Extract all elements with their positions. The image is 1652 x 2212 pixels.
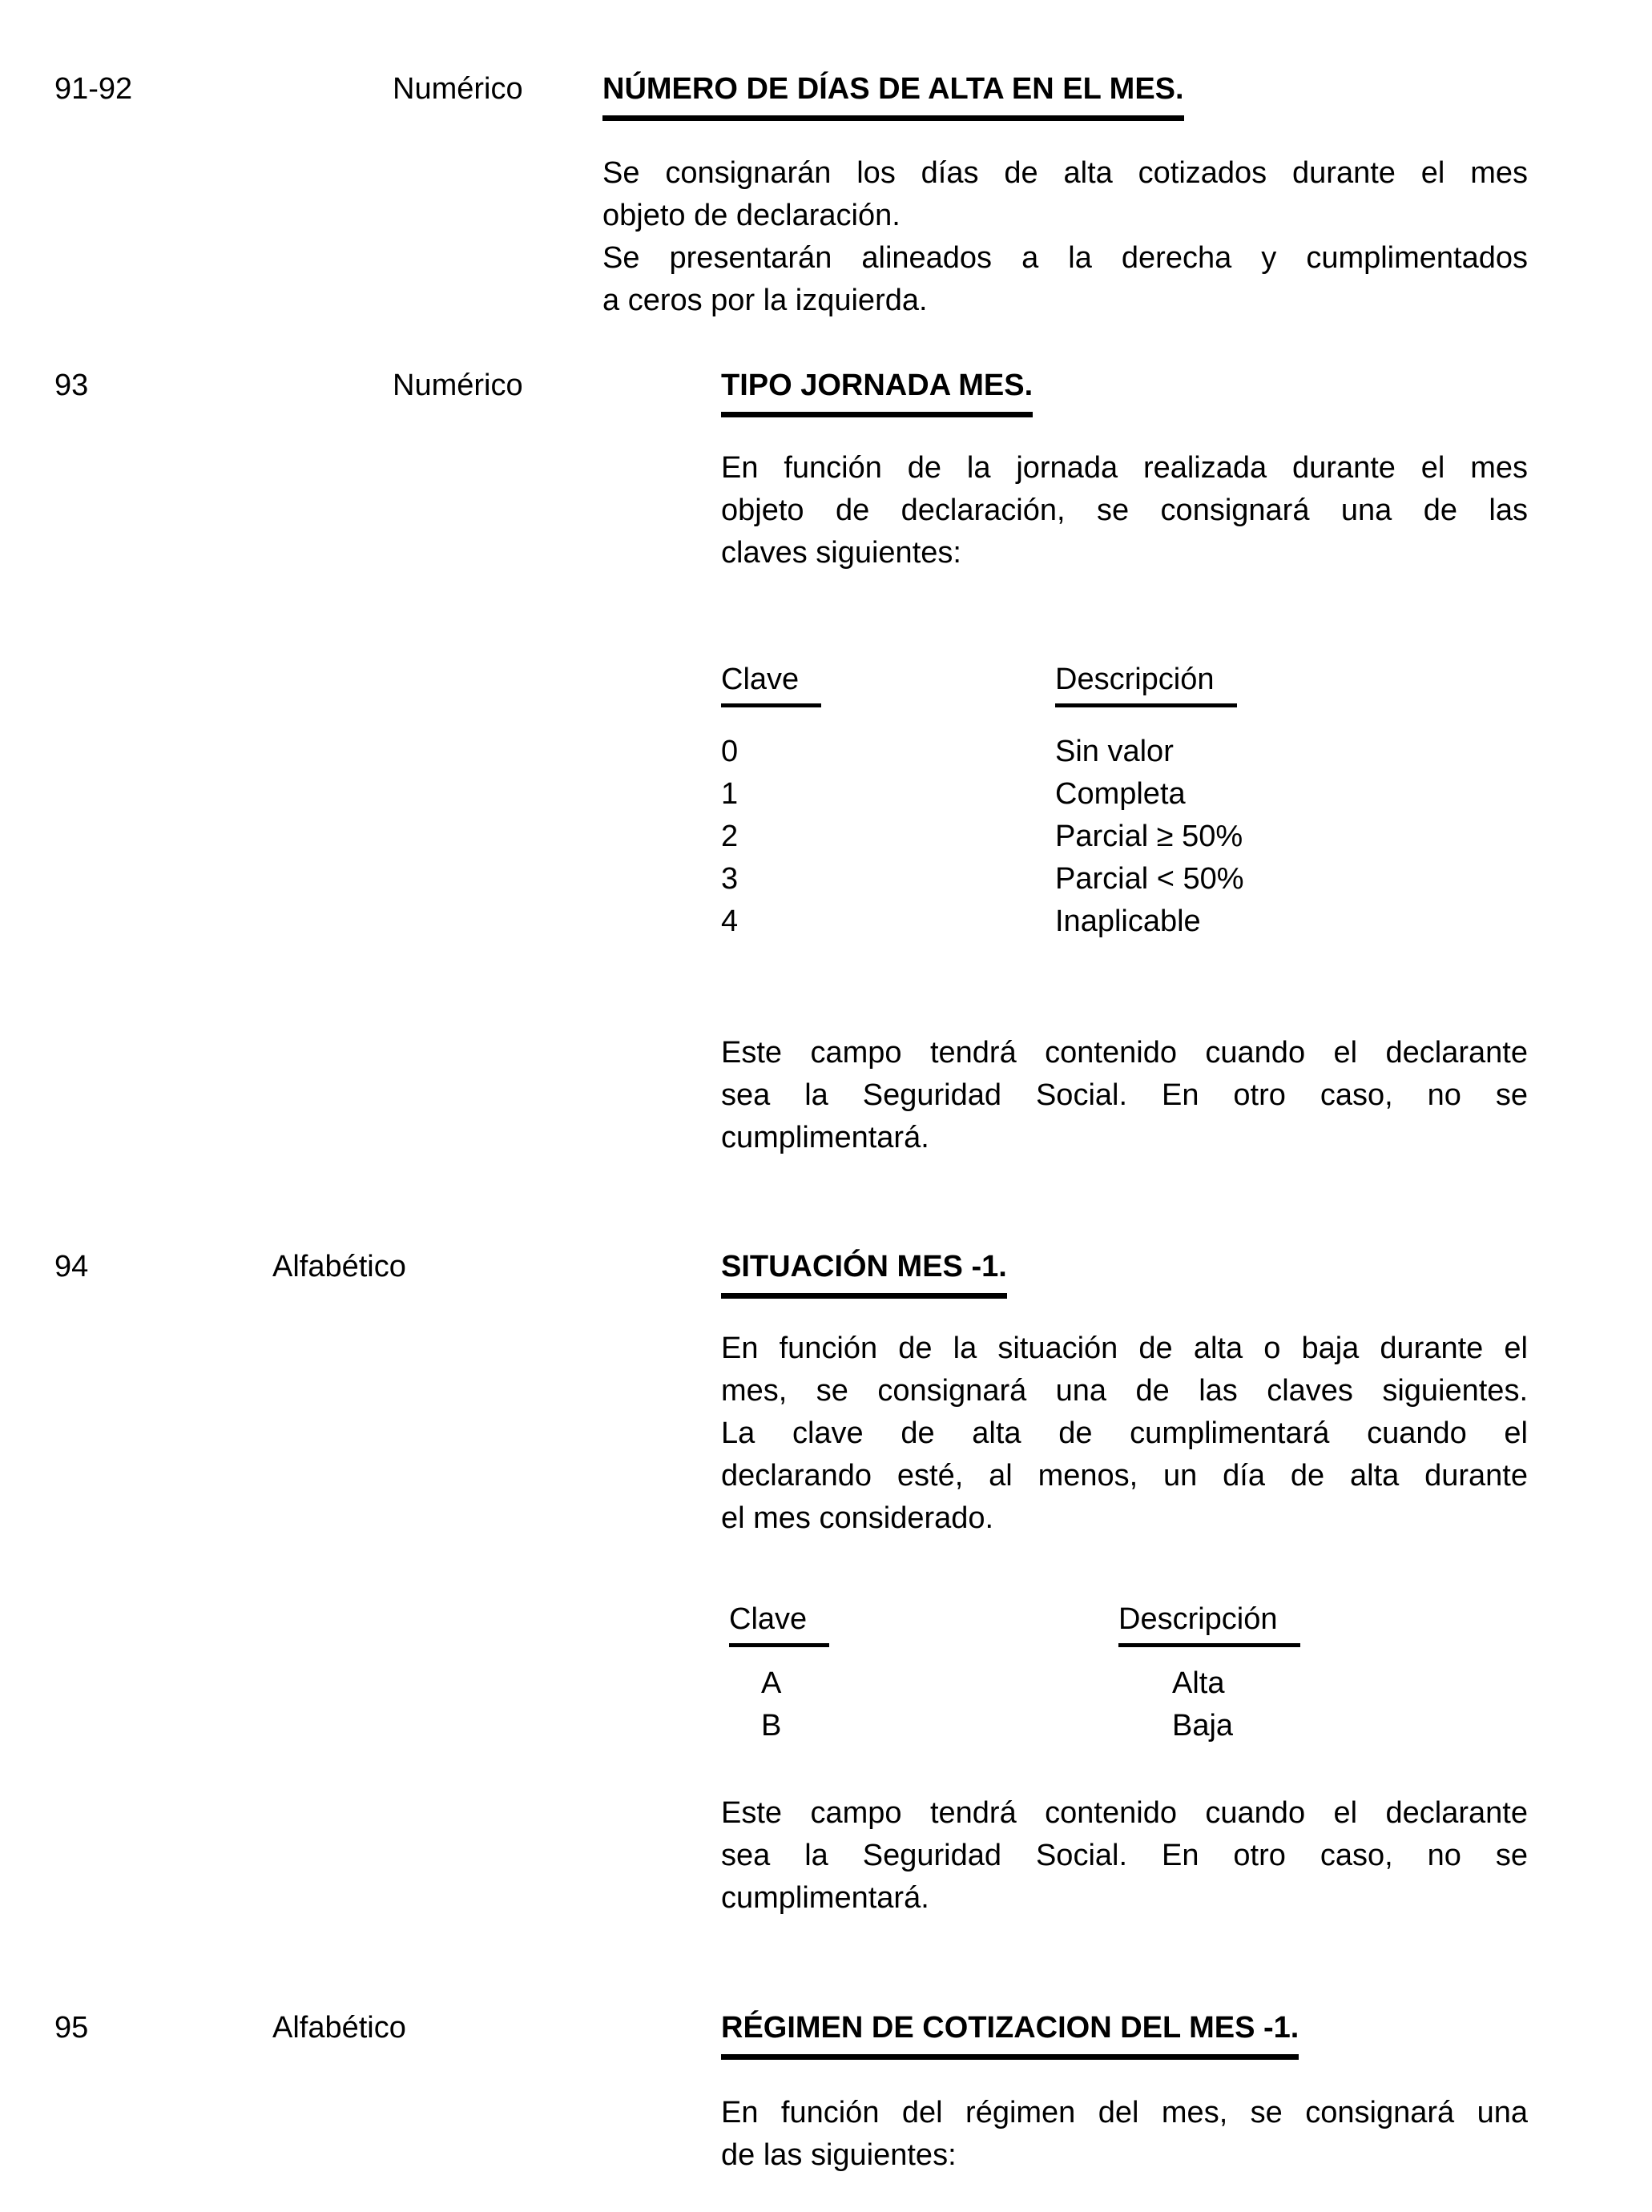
section-93: [0, 365, 1652, 1159]
field-format: Numérico: [393, 72, 523, 106]
key-cell: 3: [721, 862, 739, 896]
paragraph-line: mes, se consignará una de las claves siguientes.: [721, 1374, 1528, 1408]
field-title-row: [602, 68, 1528, 121]
key-column-header: Clave: [729, 1598, 829, 1647]
key-cell: 4: [721, 905, 739, 938]
field-title: NÚMERO DE DÍAS DE ALTA EN EL MES.: [602, 68, 1184, 121]
field-position: 91-92: [54, 72, 133, 106]
field-title: SITUACIÓN MES -1.: [721, 1246, 1007, 1299]
field-content: [721, 1246, 1528, 1920]
field-title-row: [721, 365, 1528, 417]
paragraph-line: el mes considerado.: [721, 1501, 994, 1535]
field-content: [602, 68, 1528, 322]
intro-paragraph: [602, 152, 1528, 322]
paragraph-line: de las siguientes:: [721, 2138, 957, 2172]
paragraph-line: Este campo tendrá contenido cuando el declarante: [721, 1036, 1528, 1070]
desc-cell: Baja: [1172, 1709, 1234, 1743]
desc-cell: Parcial < 50%: [1055, 862, 1244, 896]
paragraph-line: sea la Seguridad Social. En otro caso, no se: [721, 1078, 1528, 1112]
field-position: 95: [54, 2011, 89, 2045]
desc-cell: Inaplicable: [1055, 905, 1201, 938]
desc-cell: Alta: [1172, 1666, 1225, 1700]
key-table-header: [721, 1598, 1528, 1647]
key-cell: A: [761, 1666, 782, 1700]
field-content: [721, 2007, 1528, 2177]
paragraph-line: En función de la situación de alta o baja durante el: [721, 1332, 1528, 1365]
note-paragraph: [721, 1792, 1528, 1920]
desc-column-header: Descripción: [1118, 1598, 1300, 1647]
key-table-header: [721, 659, 1528, 707]
paragraph-line: Se presentarán alineados a la derecha y cumplimentados: [602, 241, 1528, 275]
intro-paragraph: [721, 2092, 1528, 2177]
intro-paragraph: [721, 447, 1528, 574]
paragraph-line: Este campo tendrá contenido cuando el declarante: [721, 1796, 1528, 1830]
paragraph-line: Se consignarán los días de alta cotizados durante el mes: [602, 156, 1528, 190]
paragraph-line: En función de la jornada realizada durante el mes: [721, 451, 1528, 485]
paragraph-line: sea la Seguridad Social. En otro caso, no se: [721, 1839, 1528, 1872]
section-94: [0, 1246, 1652, 1920]
field-title: RÉGIMEN DE COTIZACION DEL MES -1.: [721, 2007, 1299, 2060]
desc-cell: Parcial ≥ 50%: [1055, 820, 1243, 853]
field-format: Alfabético: [272, 1250, 406, 1283]
key-cell: B: [761, 1709, 782, 1743]
paragraph-line: cumplimentará.: [721, 1121, 929, 1154]
field-title: TIPO JORNADA MES.: [721, 365, 1033, 417]
key-cell: 0: [721, 735, 739, 768]
paragraph-line: a ceros por la izquierda.: [602, 284, 928, 317]
intro-paragraph: [721, 1328, 1528, 1540]
key-column-header: Clave: [721, 659, 821, 707]
field-format: Numérico: [393, 369, 523, 402]
note-paragraph: [721, 1032, 1528, 1159]
paragraph-line: En función del régimen del mes, se consignará una: [721, 2096, 1528, 2129]
desc-cell: Completa: [1055, 777, 1186, 811]
field-title-row: [721, 2007, 1528, 2060]
desc-column-header: Descripción: [1055, 659, 1237, 707]
paragraph-line: cumplimentará.: [721, 1881, 929, 1915]
field-position: 93: [54, 369, 89, 402]
key-table-rows: [721, 1662, 1528, 1747]
key-table-rows: [721, 731, 1528, 943]
section-95: [0, 2007, 1652, 2177]
paragraph-line: declarando esté, al menos, un día de alta durante: [721, 1459, 1528, 1493]
desc-cell: Sin valor: [1055, 735, 1174, 768]
key-cell: 2: [721, 820, 739, 853]
paragraph-line: La clave de alta de cumplimentará cuando el: [721, 1416, 1528, 1450]
field-format: Alfabético: [272, 2011, 406, 2045]
paragraph-line: objeto de declaración, se consignará una de las: [721, 494, 1528, 527]
field-position: 94: [54, 1250, 89, 1283]
field-title-row: [721, 1246, 1528, 1299]
section-91-92: [0, 68, 1652, 322]
paragraph-line: objeto de declaración.: [602, 199, 901, 232]
field-content: [721, 365, 1528, 1159]
paragraph-line: claves siguientes:: [721, 536, 961, 570]
key-cell: 1: [721, 777, 739, 811]
